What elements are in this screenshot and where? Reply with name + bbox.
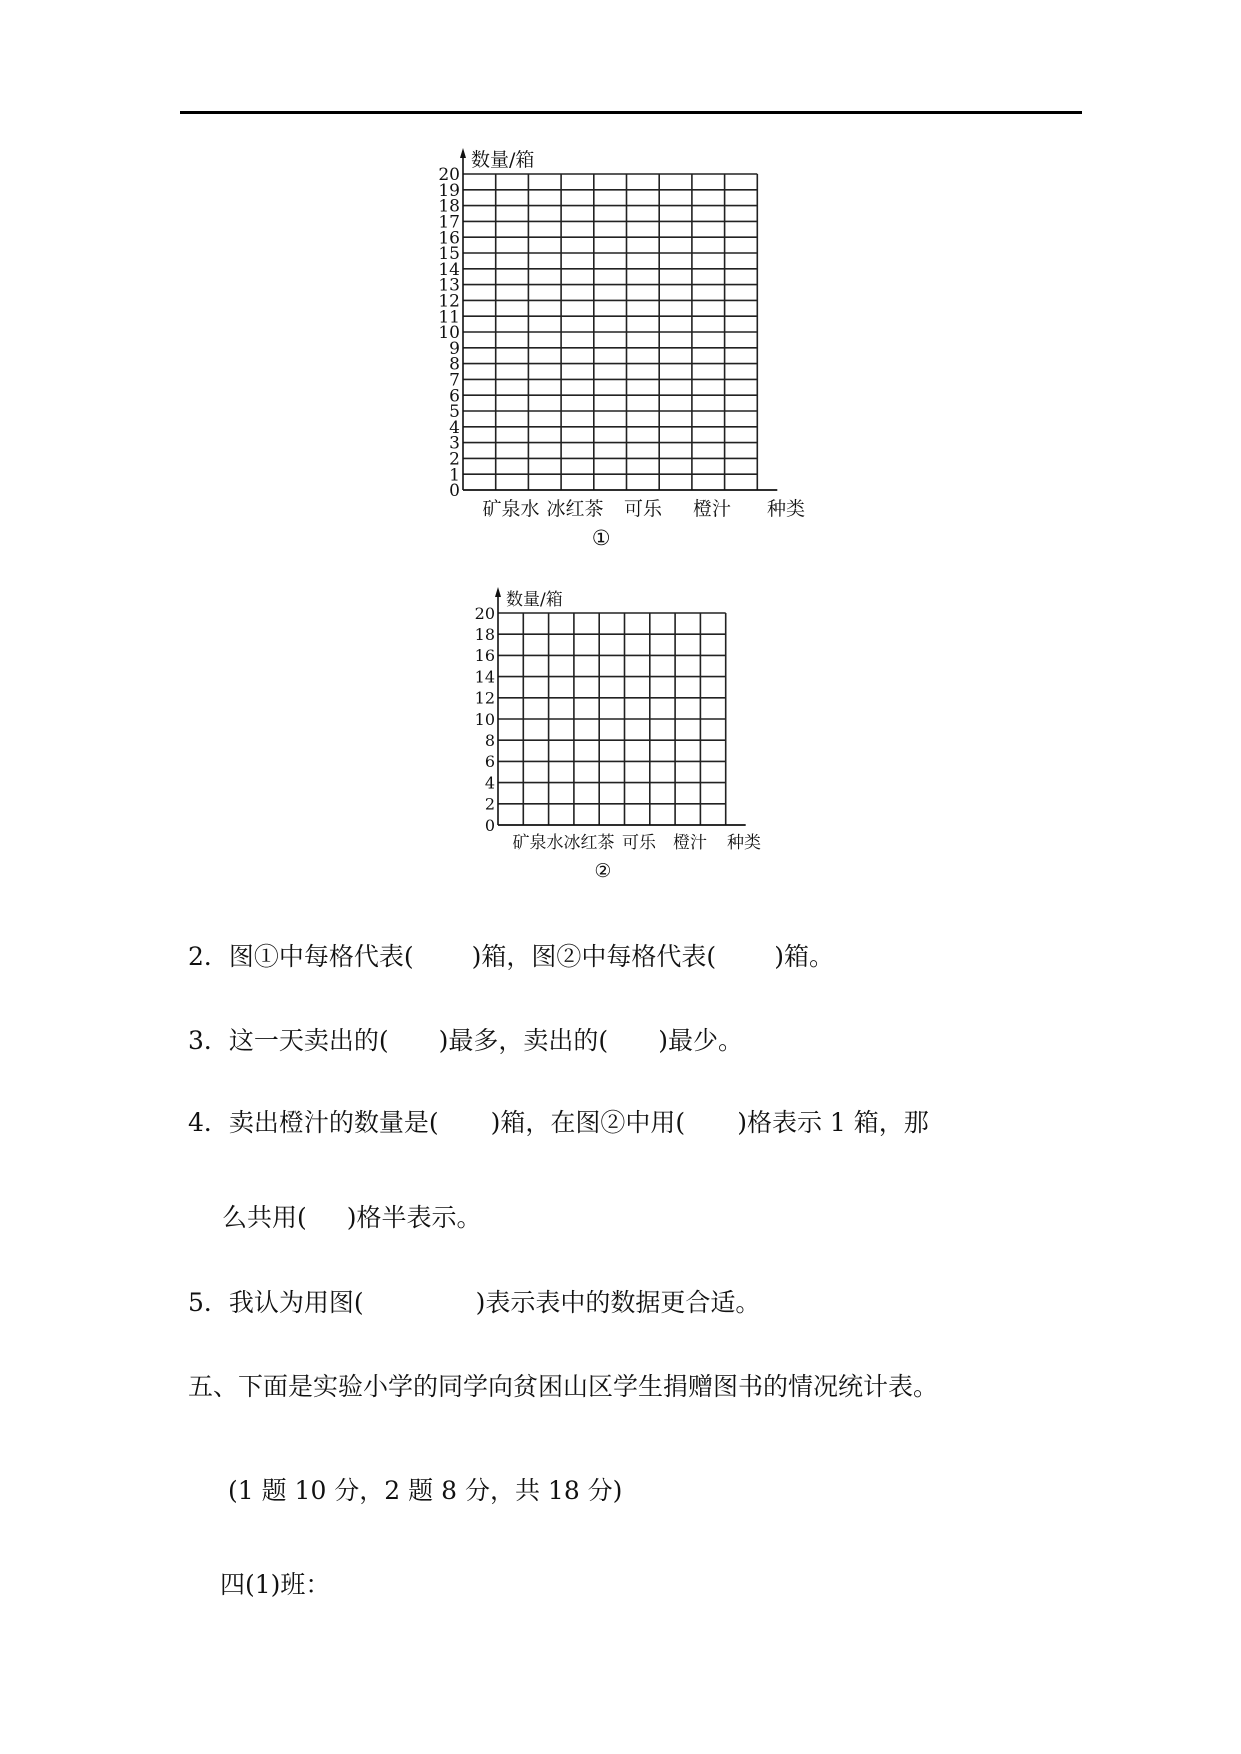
x-category-label: 可乐 — [622, 833, 656, 853]
y-tick-label: 14 — [438, 259, 460, 280]
y-tick-label: 1 — [449, 465, 460, 486]
x-axis-label: 种类 — [727, 833, 761, 853]
x-axis-label: 种类 — [766, 498, 806, 520]
x-category-label: 冰红茶 — [563, 833, 615, 853]
section-5-title: 五、下面是实验小学的同学向贫困山区学生捐赠图书的情况统计表。 — [188, 1372, 939, 1401]
y-tick-label: 4 — [449, 417, 460, 438]
q2-text-b: )箱，图②中每格代表( — [471, 942, 717, 971]
question-4 — [188, 1110, 929, 1135]
y-tick-label: 20 — [438, 165, 460, 186]
x-category-label: 矿泉水 — [482, 498, 540, 520]
y-tick-label: 10 — [438, 323, 460, 344]
y-tick-label: 16 — [474, 646, 495, 666]
y-tick-label: 4 — [484, 773, 495, 793]
question-3 — [188, 1028, 743, 1053]
y-tick-label: 3 — [449, 433, 460, 454]
y-tick-label: 0 — [484, 815, 495, 835]
y-tick-label: 13 — [438, 275, 460, 296]
class-label: 四(1)班： — [220, 1570, 331, 1599]
y-tick-label: 5 — [449, 402, 460, 423]
q4-text-c: )格表示 1 箱，那 — [737, 1108, 929, 1137]
x-category-label: 冰红茶 — [546, 498, 604, 520]
x-category-label: 可乐 — [623, 498, 663, 520]
x-category-label: 矿泉水 — [512, 833, 564, 853]
q2-text-a: 2．图①中每格代表( — [188, 942, 414, 971]
y-tick-label: 6 — [484, 752, 495, 772]
section-5-score: (1 题 10 分，2 题 8 分，共 18 分) — [228, 1476, 623, 1505]
q5-text-b: )表示表中的数据更合适。 — [475, 1288, 761, 1317]
q3-text-c: )最少。 — [658, 1026, 743, 1055]
q4b-text-a: 么共用( — [222, 1203, 307, 1232]
y-tick-label: 12 — [438, 291, 460, 312]
q4-text-b: )箱，在图②中用( — [490, 1108, 686, 1137]
question-2 — [188, 944, 834, 969]
q3-text-b: )最多，卖出的( — [438, 1026, 609, 1055]
q4b-text-b: )格半表示。 — [346, 1203, 482, 1232]
y-tick-label: 6 — [449, 386, 460, 407]
x-category-label: 橙汁 — [673, 833, 707, 853]
q3-text-a: 3．这一天卖出的( — [188, 1026, 389, 1055]
y-tick-label: 20 — [474, 603, 495, 623]
y-tick-label: 2 — [484, 794, 495, 814]
chart-title: ② — [594, 860, 612, 882]
y-tick-label: 7 — [449, 370, 460, 391]
q2-text-c: )箱。 — [774, 942, 834, 971]
y-tick-label: 9 — [449, 338, 460, 359]
y-tick-label: 14 — [474, 667, 495, 687]
y-axis-label: 数量/箱 — [506, 590, 563, 610]
question-5 — [188, 1290, 760, 1315]
q5-text-a: 5．我认为用图( — [188, 1288, 364, 1317]
question-4-continued — [222, 1205, 482, 1230]
y-axis-label: 数量/箱 — [471, 149, 535, 171]
y-tick-label: 19 — [438, 180, 460, 201]
y-tick-label: 10 — [474, 709, 495, 729]
y-tick-label: 16 — [438, 228, 460, 249]
chart-title: ① — [591, 526, 611, 550]
y-tick-label: 15 — [438, 244, 460, 265]
q4-text-a: 4．卖出橙汁的数量是( — [188, 1108, 439, 1137]
y-tick-label: 18 — [438, 196, 460, 217]
y-tick-label: 8 — [484, 730, 495, 750]
y-tick-label: 8 — [449, 354, 460, 375]
y-tick-label: 11 — [438, 307, 460, 328]
y-tick-label: 12 — [474, 688, 495, 708]
y-tick-label: 18 — [474, 624, 495, 644]
x-category-label: 橙汁 — [692, 498, 732, 520]
y-tick-label: 2 — [449, 449, 460, 470]
y-tick-label: 0 — [449, 481, 460, 502]
y-axis-arrow-icon — [495, 587, 501, 597]
y-tick-label: 17 — [438, 212, 460, 233]
